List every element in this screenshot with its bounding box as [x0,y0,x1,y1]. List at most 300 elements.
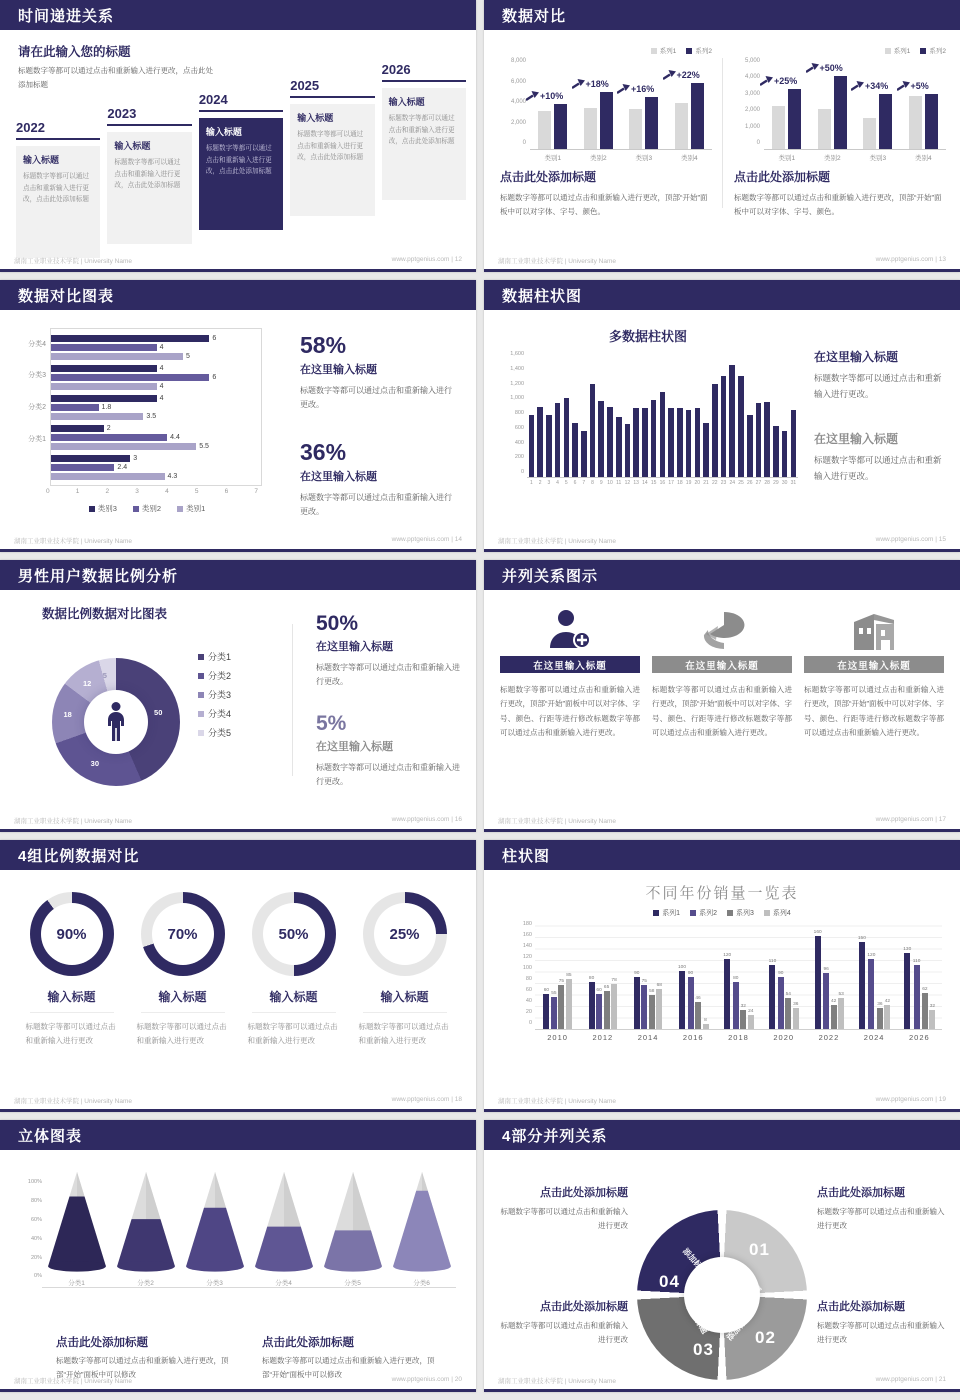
bar-row [51,344,261,351]
growth-label [572,79,609,89]
footer-left: 湖南工业职业技术学院 | University Name [498,818,616,825]
slide-footer [498,816,946,825]
chart-legend [16,503,278,514]
bar [793,1008,799,1029]
progress-ring [252,892,336,976]
timeline-milestone [290,78,374,258]
x-tick: 20 [694,480,701,486]
divider [141,1012,225,1013]
plot-wrap [500,58,712,162]
chart-title: 不同年份销量一览表 [645,885,799,902]
series1-bar [909,96,922,149]
legend-label: 分类3 [208,690,232,700]
item-title: 输入标题 [269,990,318,1004]
value-label: 3 [133,454,138,462]
text-block [500,168,712,219]
progress-ring [141,892,225,976]
value-label: 4 [159,343,164,351]
slide-12 [0,0,476,272]
x-axis [527,480,798,486]
legend-item [920,46,946,55]
bar [51,434,167,441]
bar [656,989,662,1029]
bar-slot [658,392,667,477]
bar [625,424,631,477]
value-label: 55 [551,990,557,996]
bar-wrap [589,976,595,1029]
item-title: 输入标题 [158,990,207,1004]
y-tick: 80% [30,1197,42,1204]
bar-wrap [814,930,822,1029]
donut-chart [52,658,180,786]
chart-legend [484,908,960,918]
ratio-item [246,892,341,1048]
x-tick: 10 [607,480,613,486]
bar-group [901,61,947,162]
slice-value: 50 [154,707,163,717]
bar-slot [754,403,763,477]
slide-title: 男性用户数据比例分析 [18,567,179,585]
bar-wrap [769,959,777,1029]
value-label: 80 [588,976,595,982]
corner-block [496,1184,628,1232]
bar-slot [693,408,702,477]
x-tick: 31 [790,480,797,486]
block-heading: 点击此处添加标题 [540,1187,628,1199]
growth-label [617,84,654,94]
milestone-body: 标题数字等都可以通过点击和重新输入进行更改，点击此处添加标题 [388,115,455,146]
y-tick: 160 [522,932,532,939]
milestone-body: 标题数字等都可以通过点击和重新输入进行更改，点击此处添加标题 [23,173,89,204]
value-label: 4 [159,394,164,402]
bar-slot [571,423,580,477]
milestone-title: 输入标题 [23,155,60,165]
bar [838,998,844,1029]
series2-bar [645,97,658,149]
slide-title-bar [484,280,960,310]
bar-wrap [903,947,911,1029]
legend-swatch [198,654,204,660]
bar [51,404,99,411]
y-tick: 6,000 [510,78,526,85]
bar [537,407,543,477]
block-body: 标题数字等都可以通过点击和重新输入进行更改。 [814,455,942,482]
bar-wrap [748,1009,754,1029]
block-heading: 点击此处添加标题 [262,1337,354,1349]
y-tick: 400 [514,439,524,446]
milestone-year: 2024 [198,92,228,107]
bar [748,1015,754,1029]
y-tick: 1,600 [510,351,524,357]
legend-swatch [133,506,139,512]
bar-wrap [558,979,564,1029]
bar [51,413,143,420]
y-axis [500,58,530,146]
y-axis [510,922,535,1027]
timeline-milestone [16,120,100,258]
slide-bottom-strip [0,1389,476,1392]
cone-shape [322,1170,384,1274]
legend-swatch [727,910,733,916]
y-tick: 600 [514,424,524,431]
bar-wrap [634,971,640,1030]
parallel-column [652,604,792,740]
slice-value: 18 [63,710,72,720]
x-tick: 18 [677,480,683,486]
slide-title-bar [484,1120,960,1150]
stat-block [316,612,464,690]
bar-slot [562,398,571,477]
x-tick: 4 [556,480,559,486]
text-block [56,1334,238,1382]
footer-left: 湖南工业职业技术学院 | University Name [14,818,132,825]
legend-item [690,908,717,918]
slide-bottom-strip [0,269,476,272]
grouped-bar-chart [500,46,712,162]
text-column [814,348,949,485]
bar [756,403,762,477]
y-tick: 1,000 [510,395,524,402]
bar [607,407,613,477]
growth-label [897,81,929,91]
parallel-column [500,604,640,740]
bar-slot [641,408,650,477]
y-tick: 0 [528,1020,532,1027]
cone-shape [115,1170,177,1274]
legend-item [653,908,680,918]
cone-shape [391,1170,453,1274]
divider [30,1012,114,1013]
legend-item [198,688,231,701]
stat-heading: 在这里输入标题 [300,364,377,376]
bar [677,408,683,477]
block-body: 标题数字等都可以通过点击和重新输入进行更改。 [814,373,942,399]
block-heading: 在这里输入标题 [814,432,899,447]
growth-arrow-icon [760,76,773,86]
slide-title-bar [484,0,960,30]
bar-slot [649,400,658,477]
bar-wrap [831,999,837,1030]
x-tick: 6 [573,480,577,486]
legend-item [651,46,677,55]
slide-title: 数据柱状图 [502,287,583,305]
legend-item [198,707,231,720]
donut-hole [84,690,148,754]
slide-footer [498,536,946,545]
x-tick: 27 [755,480,762,486]
value-label: 3.5 [146,412,157,420]
nurse-plus-icon [546,608,594,652]
slide-20 [0,1120,476,1392]
x-tick: 12 [624,480,631,486]
legend-swatch [653,910,659,916]
bar-group [51,335,261,360]
ring-percent: 50% [278,925,309,943]
bar-wrap [884,999,890,1030]
y-axis [734,58,764,146]
y-tick: 100% [27,1179,42,1185]
chart-panel-left [500,46,712,219]
x-tick: 9 [599,480,603,486]
slide-title: 数据对比图表 [18,287,115,305]
category-label: 分类5 [344,1280,361,1287]
grouped-bar-chart [510,921,942,1042]
bar-group [897,924,942,1042]
bar [686,410,692,477]
series1-bar [538,111,551,149]
column-banner: 在这里输入标题 [804,656,944,673]
segment-label: 添加标题 [724,1312,754,1343]
milestone-underline [290,96,374,98]
timeline [16,62,466,258]
x-tick: 13 [633,480,639,486]
bar-slot [719,376,728,477]
bar [914,965,920,1029]
bar-slot [632,408,641,477]
bar [616,417,622,477]
chart-legend [500,46,712,55]
x-tick: 7 [254,488,258,495]
slide-title: 并列关系图示 [502,567,599,585]
legend-swatch [651,48,657,54]
bar [815,936,821,1029]
series2-bar [834,76,847,149]
legend-label: 系列2 [929,48,946,55]
legend-item [133,503,161,514]
column-body: 标题数字等都可以通过点击和重新输入进行更改，顶部“开始”面板中可以对字体、字号、颜色、行距等进行修改标题数字等都可以通过点击和重新输入进行更改。 [804,685,944,737]
bar [546,415,552,477]
bar [633,408,639,477]
slide-bottom-strip [0,1109,476,1112]
stat-value: 36% [300,438,347,465]
value-label: 1.8 [101,403,112,411]
bar [596,994,602,1029]
cone-chart [20,1170,456,1288]
value-label: 90 [778,970,784,976]
bar [712,384,718,477]
series1-bar [863,118,876,149]
series2-bar [925,94,938,149]
footer-right: www.pptgenius.com | 19 [875,1096,946,1103]
slide-title: 4组比例数据对比 [18,847,140,865]
y-tick: 200 [514,454,524,461]
bar-wrap [688,971,694,1030]
x-tick: 28 [764,480,770,486]
bar-wrap [785,992,791,1030]
bar [51,344,157,351]
legend-label: 类别1 [186,504,206,513]
bar [649,995,655,1029]
x-tick: 23 [720,480,727,486]
slide-title: 柱状图 [502,847,551,865]
bar [695,408,701,477]
legend-item [885,46,911,55]
value-label: 78 [611,977,617,983]
category-label: 2020 [773,1033,795,1042]
bar-group [535,924,580,1042]
ratio-item [24,892,119,1048]
bar [778,977,784,1030]
bar-slot [684,410,693,477]
bar-wrap [678,965,686,1029]
plot-area [764,61,946,162]
value-label: 58 [649,989,655,995]
y-tick: 1,000 [744,123,760,130]
stats-column [316,612,464,790]
legend-swatch [198,711,204,717]
legend-item [198,650,231,663]
x-tick: 4 [165,488,169,495]
footer-right: www.pptgenius.com | 14 [391,536,462,543]
bar [51,365,157,372]
bar [769,965,775,1029]
block-heading: 点击此处添加标题 [817,1301,905,1313]
growth-arrow-icon [617,84,630,94]
value-label: 160 [813,929,822,935]
bar-slot [527,415,536,477]
category-label: 分类4 [28,340,46,348]
bar [529,415,535,477]
divider [252,1012,336,1013]
block-body: 标题数字等都可以通过点击和重新输入进行更改，顶部“开始”面板中可以对字体、字号、颜色。 [734,193,942,216]
milestone-card [107,132,191,244]
item-title: 输入标题 [380,990,429,1004]
stats-column [300,332,458,520]
bar-row [51,395,261,402]
ring-percent: 70% [167,925,198,943]
bar-group [810,61,856,162]
milestone-card [16,146,100,258]
chart-title: 数据比例数据对比图表 [42,607,168,621]
value-label: 85 [566,973,572,979]
bar-slot [553,403,562,477]
x-tick: 11 [616,480,622,486]
value-label: 46 [695,996,701,1002]
bar [660,392,666,477]
milestone-underline [382,80,466,82]
ring-hole [152,903,214,965]
growth-label [760,76,797,86]
milestone-card [199,118,283,230]
hbar-chart [16,328,278,514]
cone-shape [46,1170,108,1274]
corner-block [496,1298,628,1346]
category-label: 2026 [909,1033,930,1042]
vertical-divider [292,624,293,776]
progress-ring [363,892,447,976]
stat-value: 50% [316,612,359,635]
slide-footer [14,1096,462,1105]
category-label: 分类1 [68,1280,85,1287]
male-person-icon [103,702,129,742]
bar [922,993,928,1029]
x-tick: 1 [75,488,80,495]
text-block [734,168,946,219]
value-label: 6 [212,373,217,381]
x-tick: 14 [642,480,648,486]
legend-item [198,726,231,739]
bar [877,1008,883,1029]
ring-hole [263,903,325,965]
value-label: 120 [867,953,876,958]
bar-wrap [566,973,572,1029]
slice-value: 30 [90,759,100,769]
y-tick: 2,000 [744,107,760,114]
bar-group [51,455,261,480]
segmented-donut [637,1210,807,1380]
bar [543,994,549,1029]
bar [51,374,209,381]
x-tick: 25 [738,480,744,486]
item-title: 输入标题 [47,990,96,1004]
slide-title-bar [0,1120,476,1150]
x-tick: 22 [712,480,718,486]
bar [782,431,788,477]
series2-bar [600,92,613,149]
value-label: 42 [884,998,891,1004]
bar-group [761,924,806,1042]
value-label: 60 [596,988,602,993]
ring-percent: 90% [56,925,87,943]
cone-shape [253,1170,315,1274]
bar-row [51,365,261,372]
legend-label: 分类4 [208,709,232,719]
slide-title-bar [484,840,960,870]
value-label: 4.3 [167,472,178,480]
y-tick: 1,400 [510,365,524,372]
category-label: 2024 [863,1033,885,1042]
legend-item [764,908,791,918]
chart-title: 多数据柱状图 [608,329,687,344]
bar-wrap [604,985,610,1029]
slide-17 [484,560,960,832]
y-tick: 5,000 [744,58,760,64]
bar-wrap [778,971,784,1030]
x-tick: 2 [105,488,110,495]
category-label: 类别3 [869,155,887,162]
block-body: 标题数字等都可以通过点击和重新输入进行更改 [500,1207,628,1230]
slide-footer [14,1376,462,1385]
value-label: 68 [656,983,662,989]
value-label: 54 [785,991,791,997]
y-tick: 80 [525,976,532,983]
bar-slot [544,415,553,477]
intro-heading: 请在此输入您的标题 [18,45,131,59]
bar [566,979,572,1029]
growth-percent: +25% [774,75,798,86]
milestone-underline [16,138,100,140]
milestone-card [382,88,466,200]
bar [904,953,910,1029]
bar-slot [772,426,781,477]
bar-group [716,924,761,1042]
value-label: 120 [723,953,732,958]
series2-bar [879,94,892,149]
bar-row [51,443,261,450]
x-tick: 1 [529,480,533,486]
legend-item [727,908,754,918]
bar-wrap [867,953,875,1029]
bar [747,415,753,477]
value-label: 96 [823,967,829,972]
y-tick: 4,000 [510,99,526,105]
slide-21 [484,1120,960,1392]
slide-title-bar [484,560,960,590]
bar-slot [710,384,719,477]
legend-swatch [764,910,770,916]
block-heading: 点击此处添加标题 [734,170,831,184]
category-label: 2010 [547,1033,568,1042]
